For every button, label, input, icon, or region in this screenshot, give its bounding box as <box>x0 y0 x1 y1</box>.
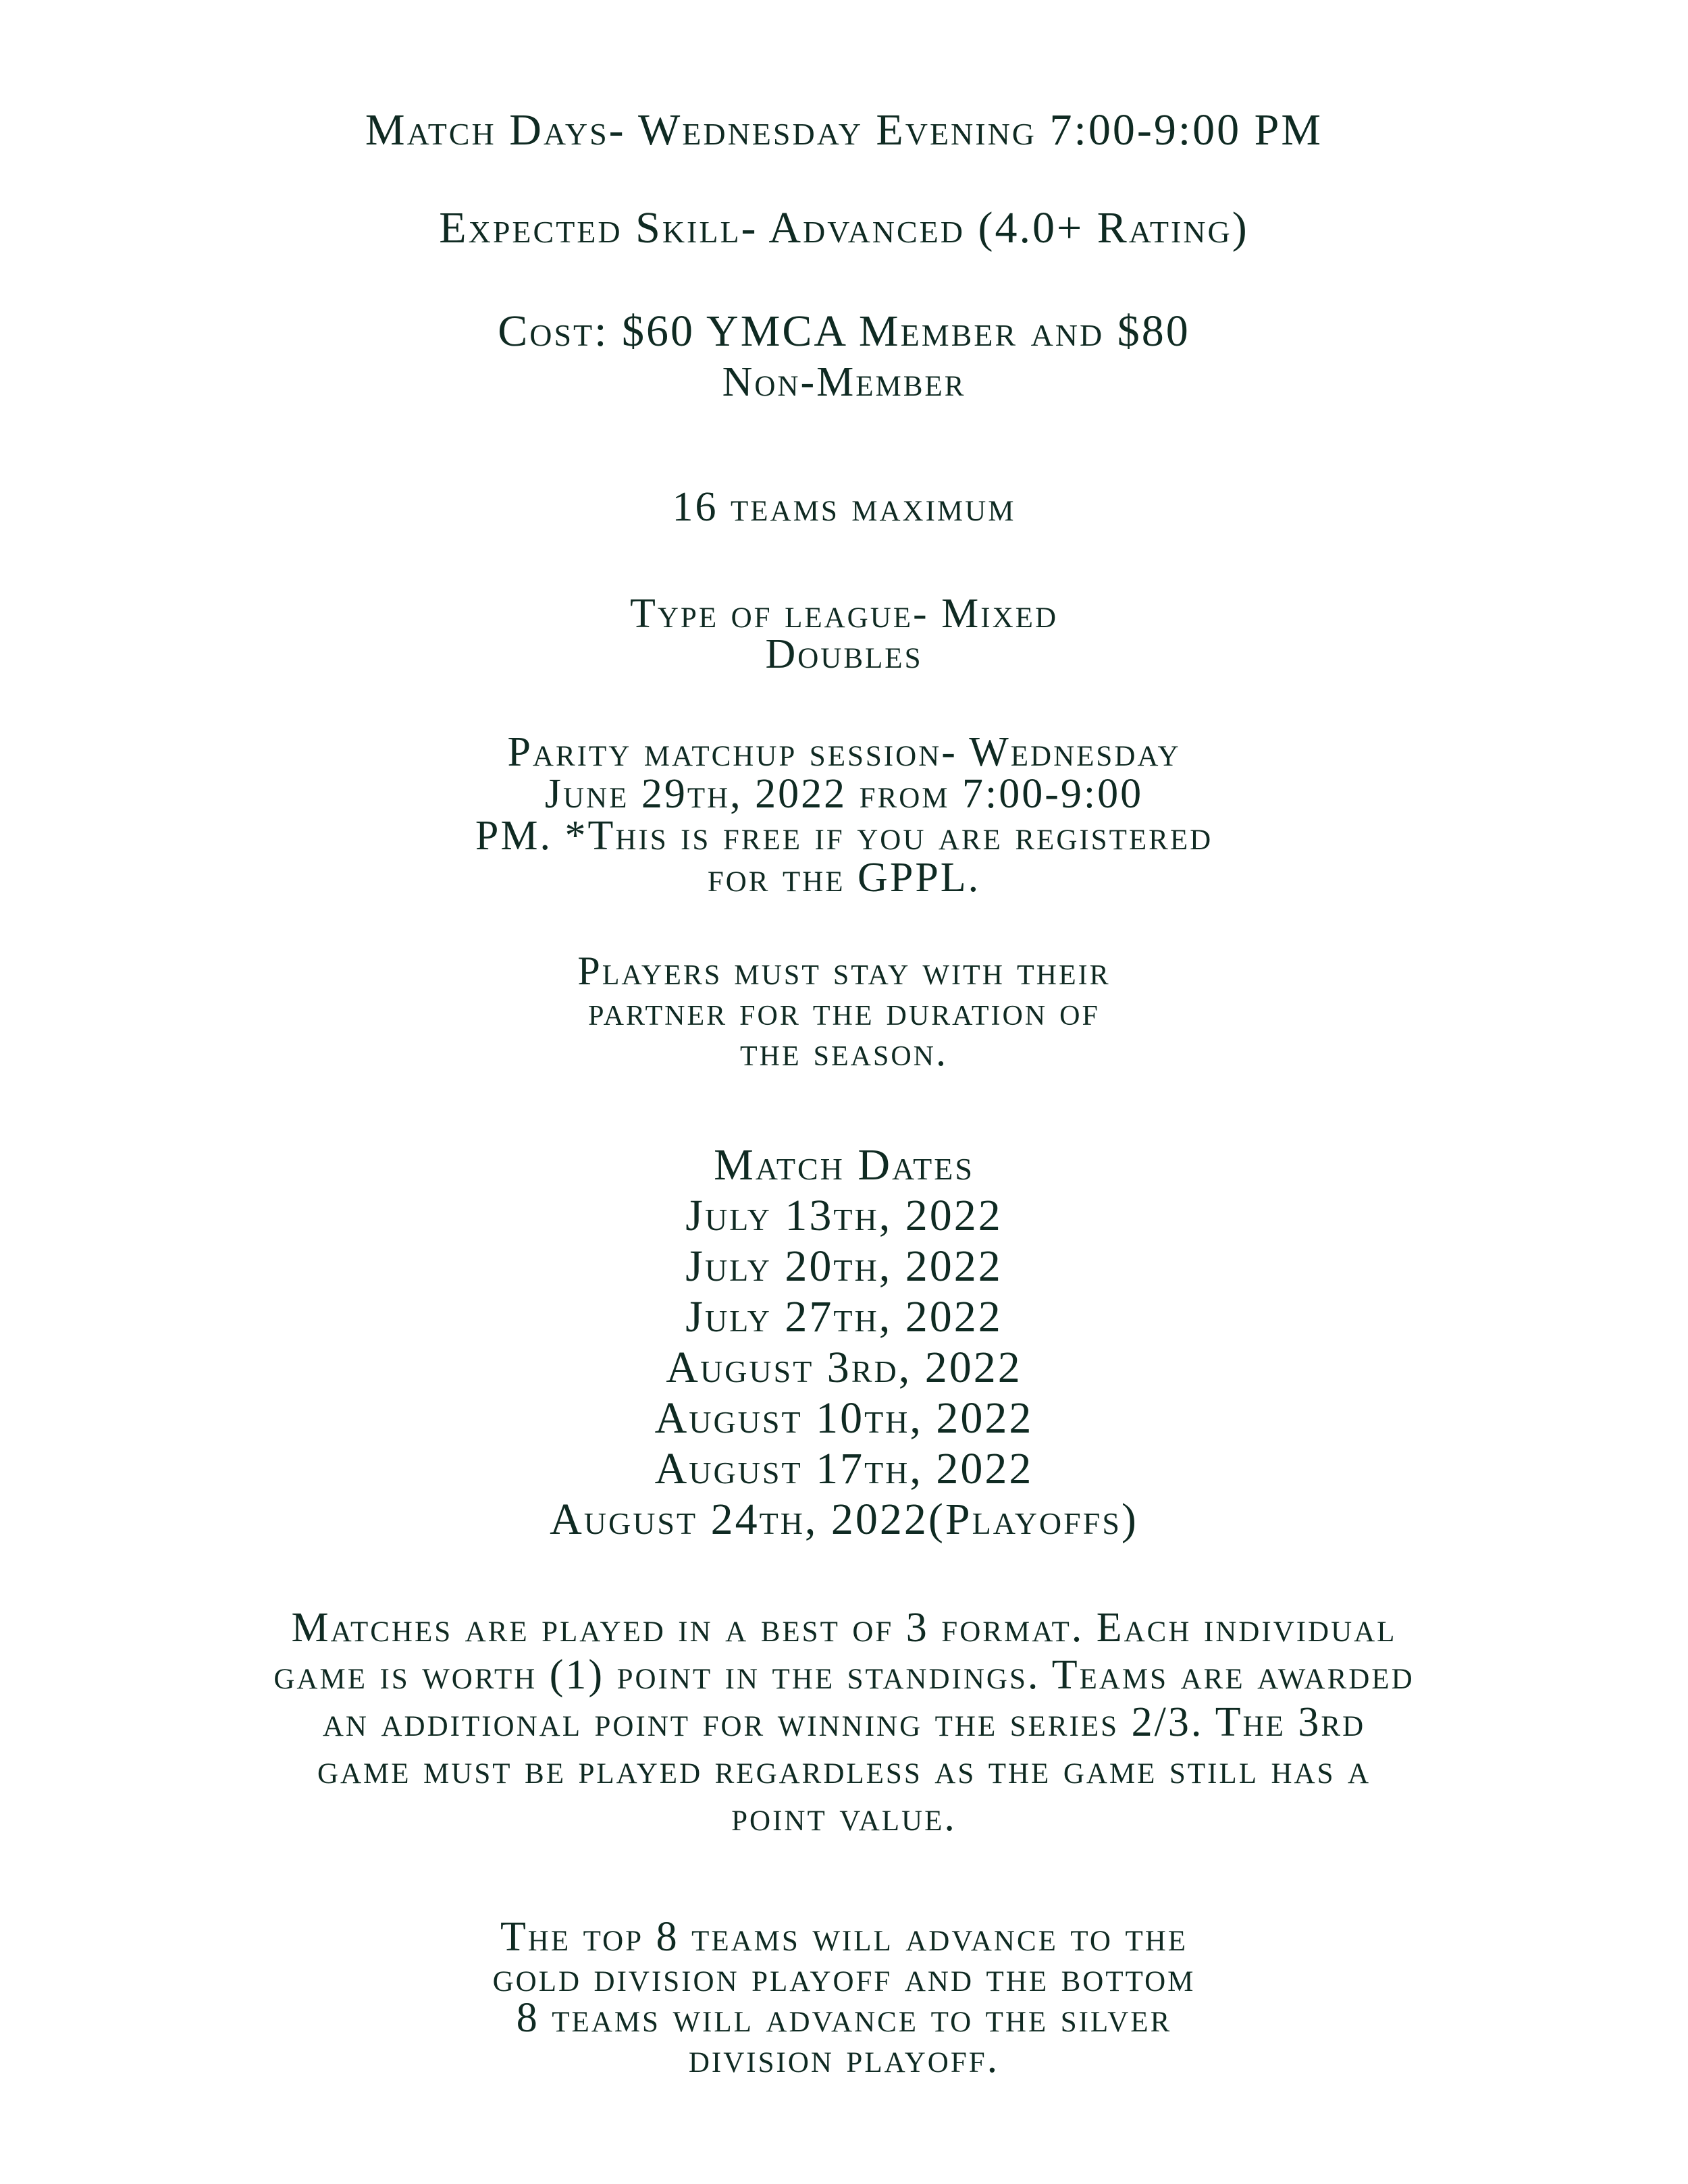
match-dates-heading: Match Dates <box>714 1140 974 1190</box>
format-line-4: game must be played regardless as the game still has a <box>317 1747 1371 1792</box>
league-type-line-2: Doubles <box>765 631 923 677</box>
format-line-3: an additional point for winning the series 2/3. The 3rd <box>322 1699 1366 1745</box>
parity-session-line-1: Parity matchup session- Wednesday <box>507 729 1181 775</box>
partner-rule-line-3: the season. <box>739 1030 948 1074</box>
parity-session-line-3: PM. *This is free if you are registered <box>475 813 1213 859</box>
match-date: August 17th, 2022 <box>654 1444 1034 1493</box>
cost-line-2: Non-Member <box>722 359 966 405</box>
format-line-2: game is worth (1) point in the standings. Teams are awarded <box>273 1652 1415 1698</box>
parity-session-line-2: June 29th, 2022 from 7:00-9:00 <box>544 771 1144 817</box>
match-date: July 20th, 2022 <box>685 1242 1003 1291</box>
league-type-line-1: Type of league- Mixed <box>630 591 1058 637</box>
partner-rule-line-2: partner for the duration of <box>588 989 1100 1034</box>
match-date: July 27th, 2022 <box>685 1292 1003 1341</box>
playoff-line-3: 8 teams will advance to the silver <box>516 1995 1172 2041</box>
match-date: August 3rd, 2022 <box>666 1343 1022 1392</box>
playoff-line-2: gold division playoff and the bottom <box>492 1954 1196 2000</box>
parity-session-line-4: for the GPPL. <box>707 855 981 901</box>
format-line-1: Matches are played in a best of 3 format. Each individual <box>291 1605 1397 1651</box>
playoff-line-4: division playoff. <box>688 2035 1000 2081</box>
cost-line-1: Cost: $60 YMCA Member and $80 <box>498 307 1190 356</box>
format-line-5: point value. <box>731 1794 957 1840</box>
partner-rule-line-1: Players must stay with their <box>577 949 1111 993</box>
match-date: August 10th, 2022 <box>654 1393 1034 1443</box>
teams-maximum-line: 16 teams maximum <box>672 484 1016 530</box>
match-date: July 13th, 2022 <box>685 1191 1003 1240</box>
match-days-line: Match Days- Wednesday Evening 7:00-9:00 PM <box>365 105 1323 155</box>
match-date-playoffs: August 24th, 2022(Playoffs) <box>550 1495 1138 1544</box>
expected-skill-line: Expected Skill- Advanced (4.0+ Rating) <box>439 203 1249 252</box>
playoff-line-1: The top 8 teams will advance to the <box>500 1914 1188 1960</box>
